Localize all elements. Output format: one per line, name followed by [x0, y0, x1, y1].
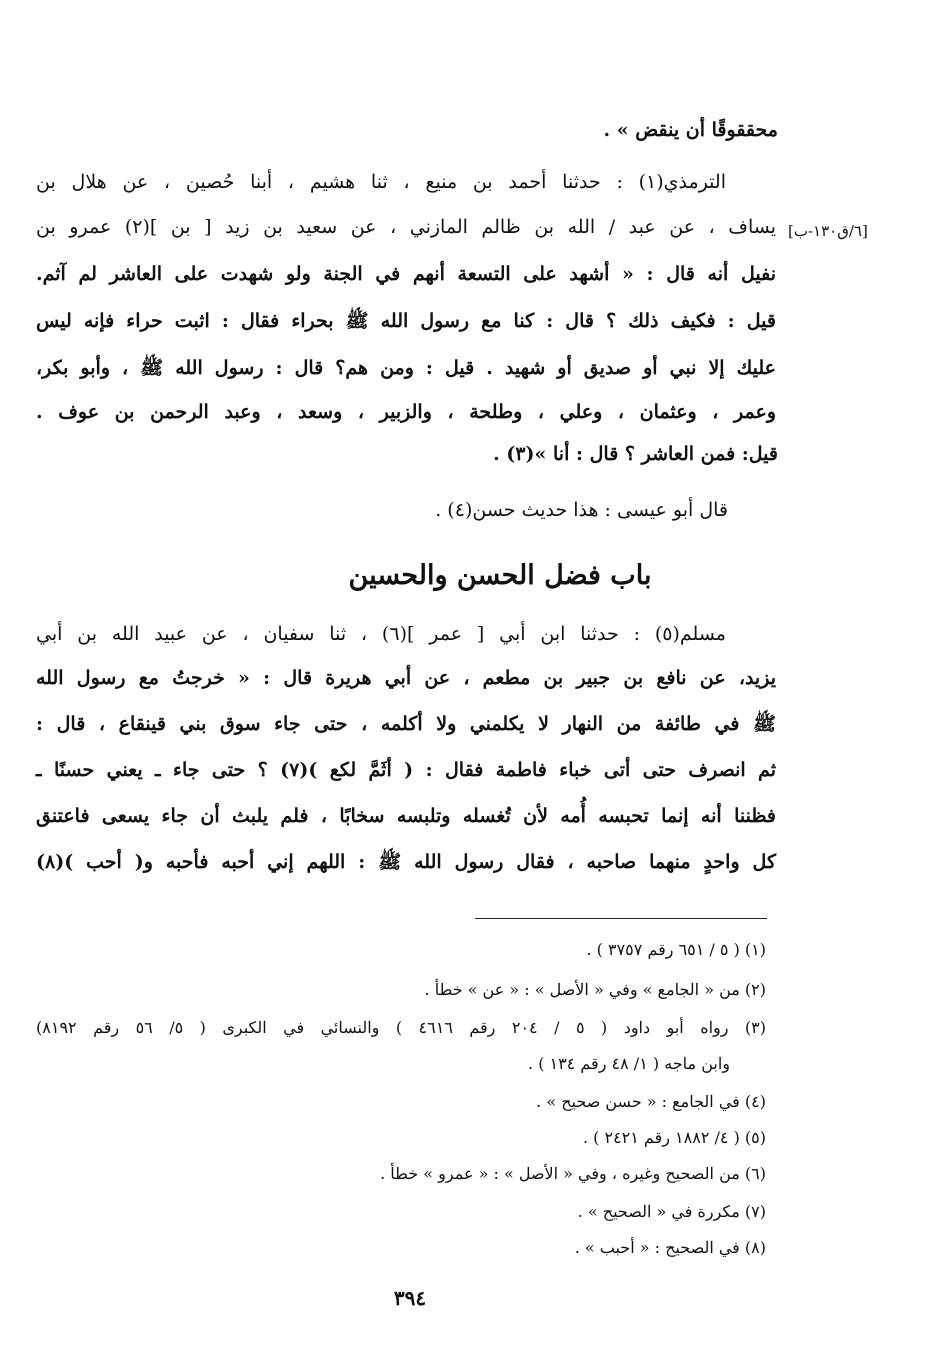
text-line-5: قيل : فكيف ذلك ؟ قال : كنا مع رسول الله ﷺ بحراء فقال : اثبت حراء فإنه ليس	[36, 310, 776, 332]
manuscript-folio-note: [٦/ق١٣٠-ب]	[788, 222, 868, 240]
footnote-3-cont: وابن ماجه ( ١/ ٤٨ رقم ١٣٤ ) .	[528, 1054, 730, 1073]
footnote-4: (٤) في الجامع : « حسن صحيح » .	[536, 1092, 766, 1111]
text-line-7: وعمر ، وعثمان ، وعلي ، وطلحة ، والزبير ، وسعد ، وعبد الرحمن بن عوف .	[36, 401, 776, 423]
text-line-6: عليك إلا نبي أو صديق أو شهيد . قيل : ومن هم؟ قال : رسول الله ﷺ ، وأبو بكر،	[36, 357, 776, 379]
text-line-13: ثم انصرف حتى أتى خباء فاطمة فقال : ( أثَمَّ لكع )(٧) ؟ حتى جاء ـ يعني حسنًا ـ	[36, 759, 776, 781]
page-number: ٣٩٤	[393, 1286, 427, 1310]
text-line-2: الترمذي(١) : حدثنا أحمد بن منيع ، ثنا هشيم ، أبنا حُصين ، عن هلال بن	[36, 171, 726, 193]
text-line-12: ﷺ في طائفة من النهار لا يكلمني ولا أكلمه ، حتى جاء سوق بني قينقاع ، قال :	[36, 713, 776, 735]
text-line-11: يزيد، عن نافع بن جبير بن مطعم ، عن أبي هريرة قال : « خرجتُ مع رسول الله	[36, 667, 776, 689]
text-line-10: مسلم(٥) : حدثنا ابن أبي [ عمر ](٦) ، ثنا سفيان ، عن عبيد الله بن أبي	[36, 623, 726, 645]
footnote-5: (٥) ( ٤/ ١٨٨٢ رقم ٢٤٢١ ) .	[582, 1128, 766, 1147]
footnote-7: (٧) مكررة في « الصحيح » .	[577, 1202, 766, 1221]
text-line-9: قال أبو عيسى : هذا حديث حسن(٤) .	[435, 499, 728, 521]
footnote-divider	[475, 918, 767, 919]
footnote-3: (٣) رواه أبو داود ( ٥ / ٢٠٤ رقم ٤٦١٦ ) والنسائي في الكبرى ( ٥/ ٥٦ رقم ٨١٩٢)	[36, 1018, 767, 1037]
footnote-8: (٨) في الصحيح : « أحبب » .	[574, 1238, 766, 1257]
text-line-4: نفيل أنه قال : « أشهد على التسعة أنهم في الجنة ولو شهدت على العاشر لم آثم.	[36, 263, 776, 285]
footnote-6: (٦) من الصحيح وغيره ، وفي « الأصل » : « عمرو » خطأ .	[380, 1164, 766, 1183]
text-line-1: محققوقًا أن ينقض » .	[603, 119, 778, 141]
section-title: باب فضل الحسن والحسين	[348, 560, 652, 591]
text-line-15: كل واحدٍ منهما صاحبه ، فقال رسول الله ﷺ : اللهم إني أحبه فأحبه و( أحب )(٨)	[36, 851, 776, 873]
footnote-2: (٢) من « الجامع » وفي « الأصل » : « عن » خطأ .	[424, 980, 766, 999]
text-line-8: قيل: فمن العاشر ؟ قال : أنا »(٣) .	[493, 443, 778, 465]
footnote-1: (١) ( ٥ / ٦٥١ رقم ٣٧٥٧ ) .	[586, 940, 766, 959]
text-line-3: يساف ، عن عبد / الله بن ظالم المازني ، عن سعيد بن زيد [ بن ](٢) عمرو بن	[36, 216, 776, 238]
text-line-14: فظننا أنه إنما تحبسه أُمه لأن تُغسله وتلبسه سخابًا ، فلم يلبث أن جاء يسعى فاعتنق	[36, 805, 776, 827]
